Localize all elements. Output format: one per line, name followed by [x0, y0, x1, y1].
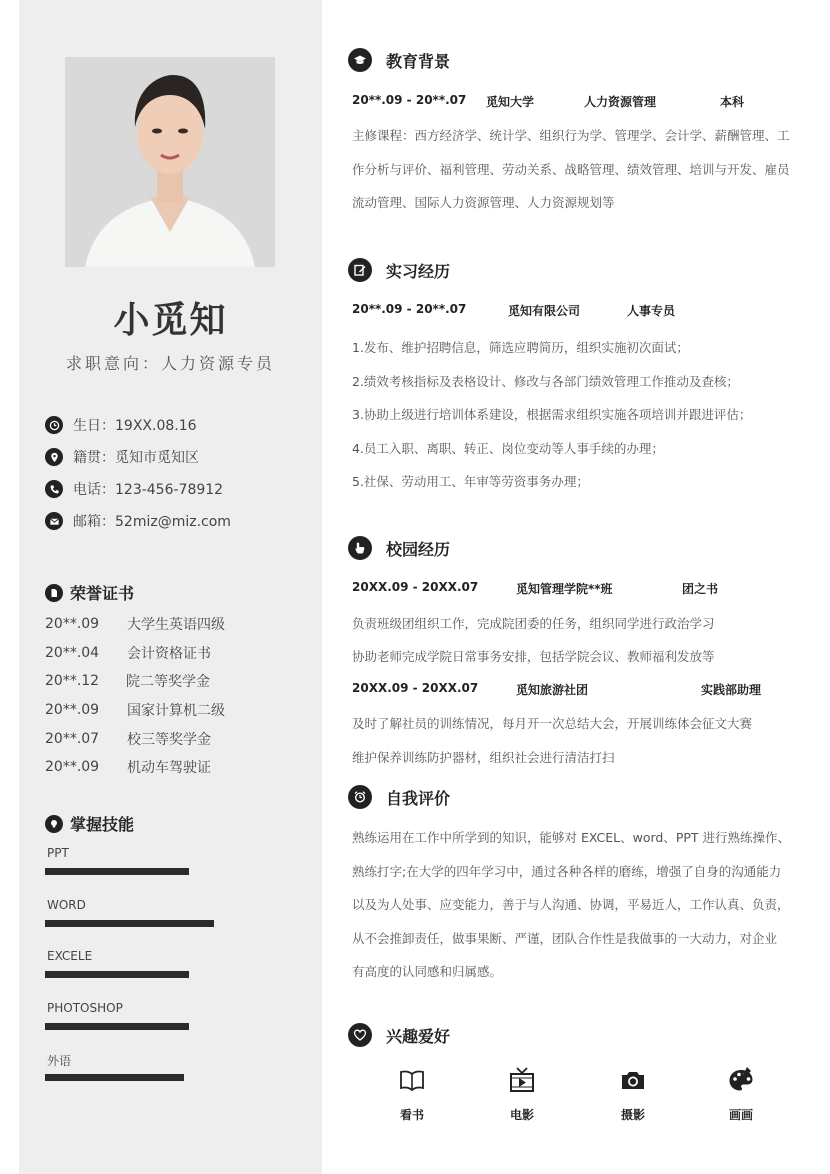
heart-icon: [348, 1023, 372, 1047]
honor-item: 20**.09 机动车驾驶证: [45, 759, 211, 776]
hand-pointer-icon: [348, 536, 372, 560]
self-eval-line: 熟练运用在工作中所学到的知识，能够对 EXCEL、word、PPT 进行熟练操作、: [352, 830, 791, 845]
internship-duty: 1.发布、维护招聘信息，筛选应聘简历，组织实施初次面试；: [352, 340, 689, 355]
internship-duty: 3.协助上级进行培训体系建设，根据需求组织实施各项培训并跟进评估；: [352, 407, 752, 422]
candidate-name: 小觅知: [113, 300, 228, 341]
education-course-line: 流动管理、国际人力资源管理、人力资源规划等: [352, 195, 615, 210]
self-eval-title: 自我评价: [348, 785, 450, 809]
tv-icon: [492, 1066, 552, 1094]
skill-level-bar: [45, 971, 189, 978]
profile-photo: [65, 57, 275, 267]
skill-level-bar: [45, 1074, 184, 1081]
phone-icon: [45, 480, 63, 498]
info-hometown: 籍贯：觅知市觅知区: [45, 447, 199, 467]
campus-line: 维护保养训练防护器材，组织社会进行清洁打扫: [352, 750, 615, 765]
campus-line: 及时了解社员的训练情况，每月开一次总结大会，开展训练体会征文大赛: [352, 716, 753, 731]
location-pin-icon: [45, 448, 63, 466]
honor-item: 20**.04 会计资格证书: [45, 645, 211, 662]
info-email: 邮箱：52miz@miz.com: [45, 511, 231, 531]
self-eval-line: 熟练打字;在大学的四年学习中，通过各种各样的磨练，增强了自身的沟通能力: [352, 864, 782, 879]
info-birthday: 生日：19XX.08.16: [45, 415, 197, 435]
alarm-clock-icon: [348, 785, 372, 809]
campus-line: 协助老师完成学院日常事务安排，包括学院会议、教师福利发放等: [352, 649, 715, 664]
campus-line: 负责班级团组织工作，完成院团委的任务，组织同学进行政治学习: [352, 616, 715, 631]
honor-item: 20**.12 院二等奖学金: [45, 673, 210, 690]
self-eval-line: 以及为人处事、应变能力，善于与人沟通、协调，平易近人，工作认真、负责，: [352, 897, 790, 912]
skill-level-bar: [45, 920, 214, 927]
document-icon: [45, 584, 63, 602]
honor-item: 20**.07 校三等奖学金: [45, 731, 211, 748]
campus-title: 校园经历: [348, 536, 450, 560]
edit-icon: [348, 258, 372, 282]
skill-level-bar: [45, 1023, 189, 1030]
internship-duty: 4.员工入职、离职、转正、岗位变动等人事手续的办理；: [352, 441, 664, 456]
self-eval-line: 有高度的认同感和归属感。: [352, 964, 503, 979]
palette-icon: [711, 1066, 771, 1094]
self-eval-line: 从不会推卸责任，做事果断、严谨，团队合作性是我做事的一大动力，对企业: [352, 931, 778, 946]
education-course-line: 作分析与评价、福利管理、劳动关系、战略管理、绩效管理、培训与开发、雇员: [352, 162, 790, 177]
internship-title: 实习经历: [348, 258, 450, 282]
education-course-line: 主修课程：西方经济学、统计学、组织行为学、管理学、会计学、薪酬管理、工: [352, 128, 790, 143]
info-phone: 电话：123-456-78912: [45, 479, 223, 499]
honor-item: 20**.09 国家计算机二级: [45, 702, 225, 719]
hobby-movie: 电影: [492, 1066, 552, 1123]
skill-level-bar: [45, 868, 189, 875]
skill-label: EXCELE: [47, 949, 93, 963]
skills-title: 掌握技能: [45, 812, 134, 835]
honor-item: 20**.09 大学生英语四级: [45, 616, 225, 633]
graduation-cap-icon: [348, 48, 372, 72]
camera-icon: [603, 1066, 663, 1094]
internship-duty: 2.绩效考核指标及表格设计、修改与各部门绩效管理工作推动及查核；: [352, 374, 739, 389]
skill-label: PPT: [47, 846, 69, 860]
clock-icon: [45, 416, 63, 434]
education-title: 教育背景: [348, 48, 450, 72]
hobbies-title: 兴趣爱好: [348, 1023, 450, 1047]
skill-label: PHOTOSHOP: [47, 1000, 123, 1015]
resume-page: 小觅知 求职意向：人力资源专员 生日：19XX.08.16 籍贯：觅知市觅知区 电话：123-456-78912 邮箱：52miz@miz.com 荣誉证书 20**.09 大学生英语四级 20**.04 会计资格证书 20**.12 院二等奖学金 20**.09 国家计算机二级 20**.07 校三等奖学金 20**.09 机动车驾驶证 掌握技能 PPT WORD EXCELE PHOTOSHOP 外语 教育背景 20**.09 - 20**.07 觅知大学 人力资源管理 本科 主修课程：西方经济学、统计学、组织行为学、管理学、会计学、薪酬管理、工 作分析与评价、福利管理、劳动关系、战略管理、绩效管理、培训与开发、雇员 流动管理、国际人力资源管理、人力资源规划等 实习经历 20**.09 - 20**.07 觅知有限公司 人事专员 1.发布、维护招聘信息，筛选应聘简历，组织实施初次面试； 2.绩效考核指标及表格设计、修改与各部门绩效管理工作推动及查核； 3.协助上级进行培训体系建设，根据需求组织实施各项培训并跟进评估； 4.员工入职、离职、转正、岗位变动等人事手续的办理； 5.社保、劳动用工、年审等劳资事务办理； 校园经历 20XX.09 - 20XX.07 觅知管理学院**班 团之书 负责班级团组织工作，完成院团委的任务，组织同学进行政治学习 协助老师完成学院日常事务安排，包括学院会议、教师福利发放等 20XX.09 - 20XX.07 觅知旅游社团 实践部助理 及时了解社员的训练情况，每月开一次总结大会，开展训练体会征文大赛 维护保养训练防护器材，组织社会进行清洁打扫 自我评价 熟练运用在工作中所学到的知识，能够对 EXCEL、word、PPT 进行熟练操作、 熟练打字;在大学的四年学习中，通过各种各样的磨练，增强了自身的沟通能力 以及为人处事、应变能力，善于与人沟通、协调，平易近人，工作认真、负责， 从不会推卸责任，做事果断、严谨，团队合作性是我做事的一大动力，对企业 有高度的认同感和归属感。 兴趣爱好 看书 电影 摄影 画画: [0, 0, 830, 1174]
skill-label: 外语: [47, 1054, 72, 1068]
mail-icon: [45, 512, 63, 530]
hobby-reading: 看书: [382, 1066, 442, 1123]
lightbulb-icon: [45, 815, 63, 833]
honors-title: 荣誉证书: [45, 581, 134, 604]
hobby-painting: 画画: [711, 1066, 771, 1123]
job-intent: 求职意向：人力资源专员: [65, 354, 275, 373]
hobby-photography: 摄影: [603, 1066, 663, 1123]
book-icon: [382, 1066, 442, 1094]
skill-label: WORD: [47, 897, 86, 912]
internship-duty: 5.社保、劳动用工、年审等劳资事务办理；: [352, 474, 589, 489]
